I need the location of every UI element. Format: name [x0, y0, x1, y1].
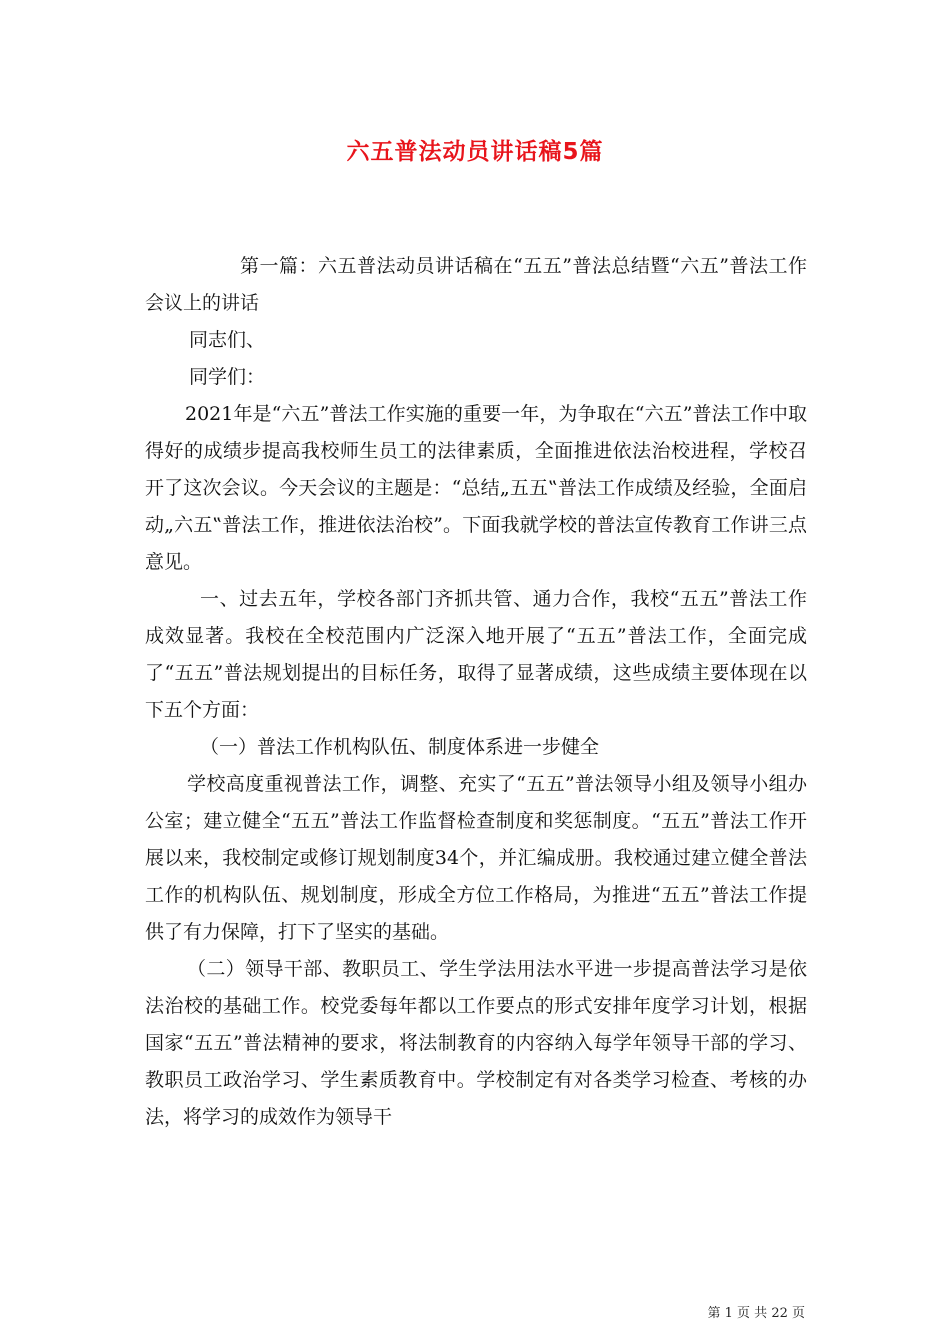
paragraph-greeting-1: 同志们、	[189, 329, 266, 351]
paragraph-intro: 2021年是“六五”普法工作实施的重要一年，为争取在“六五”普法工作中取得好的成绩步提高我校师生员工的法律素质，全面推进依法治校进程，学校召开了这次会议。今天会议的主题是：“总结„五五‟普法工作成绩及经验，全面启动„六五‟普法工作，推进依法治校”。下面我就学校的普法宣传教育工作讲三点意见。	[145, 403, 807, 573]
paragraph-section-one: 一、过去五年，学校各部门齐抓共管、通力合作，我校“五五”普法工作成效显著。我校在全校范围内广泛深入地开展了“五五”普法工作，全面完成了“五五”普法规划提出的目标任务，取得了显著成绩，这些成绩主要体现在以下五个方面：	[145, 588, 807, 721]
paragraph-heading: 第一篇：六五普法动员讲话稿在“五五”普法总结暨“六五”普法工作会议上的讲话	[145, 255, 807, 314]
document-body	[145, 248, 807, 1136]
document-title: 六五普法动员讲话稿5篇	[346, 139, 604, 165]
paragraph-subsection-one: （一）普法工作机构队伍、制度体系进一步健全	[200, 736, 600, 758]
paragraph-greeting-2: 同学们：	[189, 366, 266, 388]
paragraph-subsection-one-body: 学校高度重视普法工作，调整、充实了“五五”普法领导小组及领导小组办公室；建立健全“五五”普法工作监督检查制度和奖惩制度。“五五”普法工作开展以来，我校制定或修订规划制度34个，并汇编成册。我校通过建立健全普法工作的机构队伍、规划制度，形成全方位工作格局，为推进“五五”普法工作提供了有力保障，打下了坚实的基础。	[145, 773, 807, 943]
page-number: 第 1 页 共 22 页	[707, 1306, 805, 1321]
paragraph-subsection-two: （二）领导干部、教职员工、学生学法用法水平进一步提高普法学习是依法治校的基础工作。校党委每年都以工作要点的形式安排年度学习计划，根据国家“五五”普法精神的要求，将法制教育的内容纳入每学年领导干部的学习、教职员工政治学习、学生素质教育中。学校制定有对各类学习检查、考核的办法，将学习的成效作为领导干	[145, 958, 807, 1128]
